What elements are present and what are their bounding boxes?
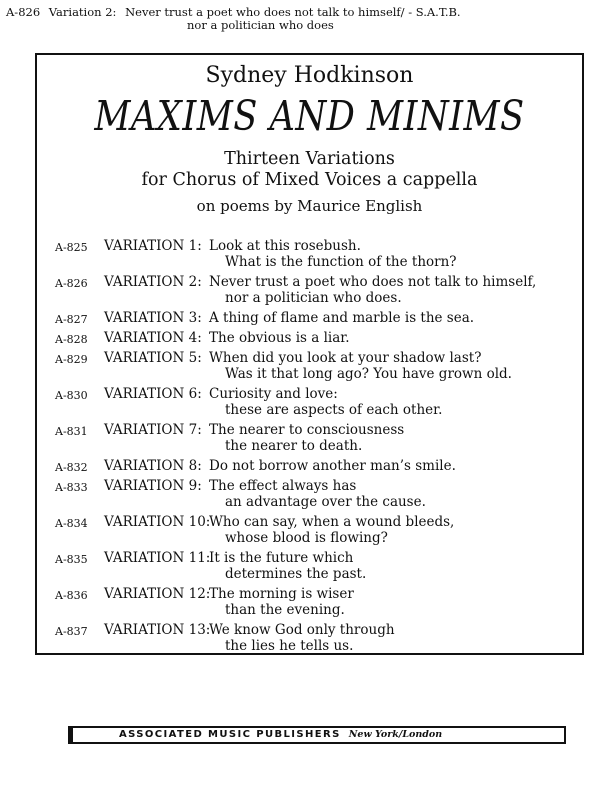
header-variation-label: Variation 2: — [48, 5, 117, 19]
work-title: MAXIMS AND MINIMS — [94, 92, 525, 140]
variation-label: VARIATION 5: — [104, 350, 202, 366]
variation-row — [37, 350, 582, 386]
variation-text — [209, 478, 426, 510]
variation-text-line-2: determines the past. — [225, 566, 367, 582]
variation-text — [209, 310, 474, 326]
variation-label: VARIATION 1: — [104, 238, 202, 254]
publisher-bar — [68, 726, 566, 744]
page-header — [6, 6, 566, 32]
variation-catalog-number: A-827 — [55, 313, 88, 326]
variation-text-line-1: A thing of flame and marble is the sea. — [209, 310, 475, 326]
variation-text-line-1: Never trust a poet who does not talk to himself, — [209, 274, 537, 290]
header-catalog-number: A-826 — [6, 5, 41, 19]
poems-credit: on poems by Maurice English — [196, 197, 423, 215]
subtitle — [37, 149, 582, 191]
variation-text — [209, 274, 536, 306]
variation-text-line-1: When did you look at your shadow last? — [209, 350, 482, 366]
variation-label: VARIATION 6: — [104, 386, 202, 402]
variation-text-line-1: It is the future which — [209, 550, 354, 566]
variation-catalog-number: A-837 — [55, 625, 88, 638]
variation-catalog-number: A-832 — [55, 461, 88, 474]
variation-text-line-1: Do not borrow another man’s smile. — [209, 458, 456, 474]
variation-text — [209, 350, 512, 382]
variation-text-line-2: an advantage over the cause. — [225, 494, 426, 510]
variation-text-line-1: Who can say, when a wound bleeds, — [209, 514, 455, 530]
variation-catalog-number: A-830 — [55, 389, 88, 402]
variation-row — [37, 514, 582, 550]
variation-text — [209, 330, 350, 346]
variation-row — [37, 422, 582, 458]
variation-text — [209, 386, 442, 418]
variation-text — [209, 458, 456, 474]
variation-catalog-number: A-829 — [55, 353, 88, 366]
variation-list — [37, 238, 582, 658]
variation-row — [37, 622, 582, 658]
variation-row — [37, 586, 582, 622]
variation-row — [37, 550, 582, 586]
variation-text-line-2: nor a politician who does. — [225, 290, 402, 306]
variation-catalog-number: A-825 — [55, 241, 88, 254]
variation-text — [209, 550, 366, 582]
variation-catalog-number: A-828 — [55, 333, 88, 346]
variation-text — [209, 422, 404, 454]
header-text-line-1: Never trust a poet who does not talk to himself/ - S.A.T.B. — [125, 5, 461, 19]
variation-row — [37, 330, 582, 350]
variation-row — [37, 458, 582, 478]
variation-text-line-2: What is the function of the thorn? — [225, 254, 457, 270]
subtitle-line-1: Thirteen Variations — [224, 149, 395, 169]
variation-label: VARIATION 3: — [104, 310, 202, 326]
variation-catalog-number: A-826 — [55, 277, 88, 290]
variation-text — [209, 622, 395, 654]
variation-row — [37, 274, 582, 310]
variation-label: VARIATION 9: — [104, 478, 202, 494]
variation-label: VARIATION 12: — [104, 586, 211, 602]
variation-text-line-1: The obvious is a liar. — [209, 330, 350, 346]
variation-text-line-1: The effect always has — [209, 478, 357, 494]
variation-text-line-2: the nearer to death. — [225, 438, 363, 454]
variation-label: VARIATION 8: — [104, 458, 202, 474]
variation-text-line-2: than the evening. — [225, 602, 345, 618]
variation-row — [37, 478, 582, 514]
variation-text-line-1: The morning is wiser — [209, 586, 354, 602]
variation-text-line-1: The nearer to consciousness — [209, 422, 405, 438]
header-text-line-2: nor a politician who does — [187, 18, 334, 32]
variation-label: VARIATION 13: — [104, 622, 211, 638]
variation-label: VARIATION 11: — [104, 550, 211, 566]
variation-catalog-number: A-831 — [55, 425, 88, 438]
variation-catalog-number: A-833 — [55, 481, 88, 494]
variation-text-line-1: We know God only through — [209, 622, 395, 638]
variation-text-line-1: Curiosity and love: — [209, 386, 338, 402]
variation-text-line-2: these are aspects of each other. — [225, 402, 443, 418]
composer-name: Sydney Hodkinson — [205, 63, 414, 88]
variation-text — [209, 586, 354, 618]
variation-label: VARIATION 4: — [104, 330, 202, 346]
variation-label: VARIATION 2: — [104, 274, 202, 290]
variation-row — [37, 238, 582, 274]
variation-text — [209, 238, 457, 270]
variation-text-line-2: the lies he tells us. — [225, 638, 354, 654]
variation-text-line-2: whose blood is flowing? — [225, 530, 388, 546]
variation-row — [37, 386, 582, 422]
variation-text-line-2: Was it that long ago? You have grown old. — [225, 366, 512, 382]
variation-catalog-number: A-836 — [55, 589, 88, 602]
variation-label: VARIATION 10: — [104, 514, 211, 530]
subtitle-line-2: for Chorus of Mixed Voices a cappella — [141, 170, 478, 190]
publisher-name: ASSOCIATED MUSIC PUBLISHERS — [119, 729, 341, 740]
variation-row — [37, 310, 582, 330]
variation-catalog-number: A-834 — [55, 517, 88, 530]
variation-label: VARIATION 7: — [104, 422, 202, 438]
cover-frame — [35, 53, 584, 655]
variation-text-line-1: Look at this rosebush. — [209, 238, 361, 254]
variation-text — [209, 514, 454, 546]
variation-catalog-number: A-835 — [55, 553, 88, 566]
publisher-city: New York/London — [348, 729, 443, 740]
